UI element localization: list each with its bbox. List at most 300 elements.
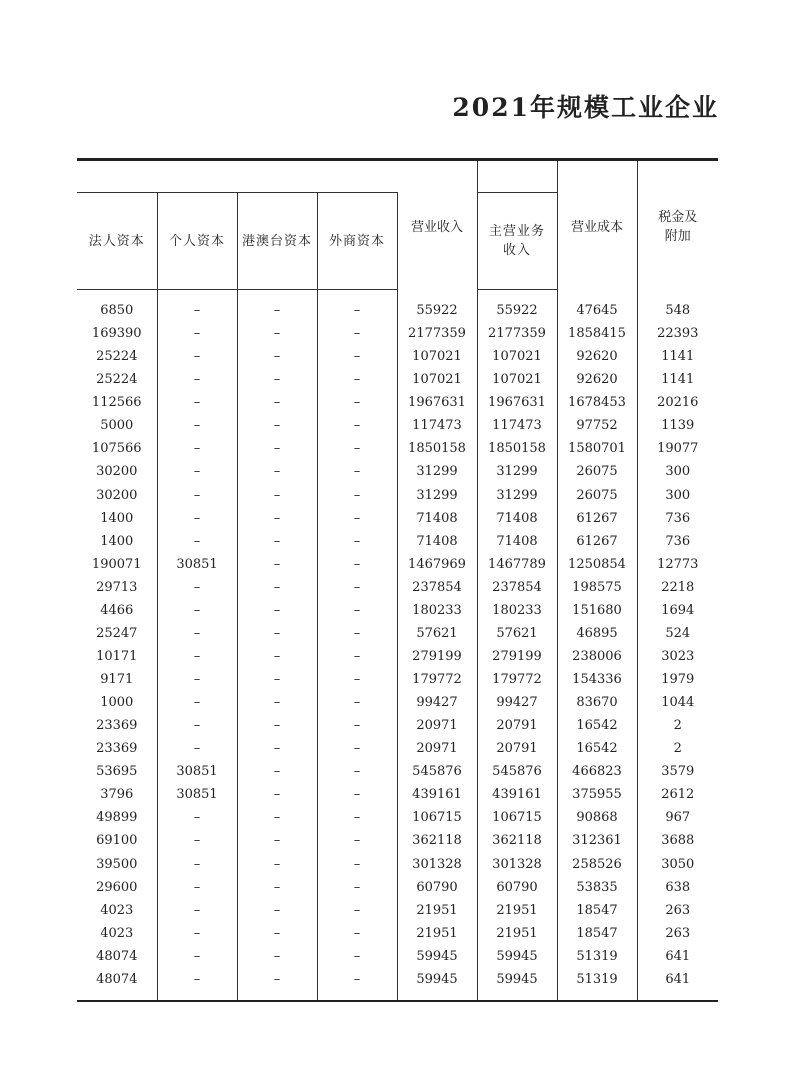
- table-cell: 1850158: [397, 437, 477, 460]
- table-cell: –: [317, 899, 397, 922]
- table-cell: –: [317, 968, 397, 991]
- table-cell: 53695: [77, 760, 157, 783]
- table-row: [77, 622, 718, 645]
- spacer-cell: [397, 991, 477, 1001]
- table-cell: 29600: [77, 876, 157, 899]
- table-row: [77, 691, 718, 714]
- spacer-row: [77, 991, 718, 1001]
- table-cell: –: [237, 783, 317, 806]
- table-cell: 237854: [477, 576, 557, 599]
- table-cell: 375955: [557, 783, 637, 806]
- table-cell: 263: [665, 925, 691, 941]
- table-cell: –: [317, 876, 397, 899]
- table-cell: 22393: [657, 326, 699, 342]
- table-cell: 26075: [557, 484, 637, 507]
- table-cell: 60790: [477, 876, 557, 899]
- table-cell: 179772: [477, 668, 557, 691]
- table-cell: –: [237, 899, 317, 922]
- table-cell: 99427: [397, 691, 477, 714]
- table-cell: 2177359: [397, 322, 477, 345]
- table-cell: 30200: [77, 484, 157, 507]
- table-row: [77, 783, 718, 806]
- table-cell: 1400: [77, 530, 157, 553]
- table-cell: –: [237, 437, 317, 460]
- table-cell: 31299: [477, 460, 557, 483]
- spacer-cell: [77, 290, 157, 300]
- table-cell: –: [317, 553, 397, 576]
- table-cell: –: [157, 876, 237, 899]
- table-cell: 3023: [661, 648, 695, 664]
- table-cell: –: [157, 829, 237, 852]
- table-cell: –: [237, 322, 317, 345]
- table-cell: 4023: [77, 922, 157, 945]
- table-cell: –: [237, 968, 317, 991]
- spacer-cell: [557, 290, 637, 300]
- table-cell: 1467789: [477, 553, 557, 576]
- table-cell: –: [237, 691, 317, 714]
- table-cell: –: [317, 806, 397, 829]
- spacer-cell: [397, 290, 477, 300]
- table-cell: 466823: [557, 760, 637, 783]
- table-cell: 112566: [77, 391, 157, 414]
- table-cell: 1141: [661, 349, 695, 365]
- header-cell: 个人资本: [157, 193, 237, 290]
- table-cell: 55922: [397, 299, 477, 322]
- table-cell: –: [157, 645, 237, 668]
- table-cell: 638: [665, 879, 691, 895]
- table-cell: 2612: [661, 787, 695, 803]
- table-cell: –: [157, 530, 237, 553]
- table-row: [77, 668, 718, 691]
- header-cell: 营业收入: [397, 160, 477, 290]
- table-row: [77, 507, 718, 530]
- table-cell: 31299: [397, 484, 477, 507]
- table-cell: 2177359: [477, 322, 557, 345]
- table-cell: –: [157, 714, 237, 737]
- table-cell: –: [157, 599, 237, 622]
- table-cell: 2: [673, 741, 682, 757]
- table-cell: 4466: [77, 599, 157, 622]
- table-cell: 23369: [77, 737, 157, 760]
- table-cell: 641: [665, 948, 691, 964]
- table-cell: 258526: [557, 853, 637, 876]
- table-cell: 30851: [157, 783, 237, 806]
- table-cell: 21951: [477, 899, 557, 922]
- table-cell: 20971: [397, 737, 477, 760]
- table-cell: 57621: [397, 622, 477, 645]
- table-cell: 362118: [477, 829, 557, 852]
- table-cell: 198575: [557, 576, 637, 599]
- table-cell: 60790: [397, 876, 477, 899]
- spacer-cell: [237, 290, 317, 300]
- table-cell: 55922: [477, 299, 557, 322]
- table-row: [77, 737, 718, 760]
- table-row: [77, 599, 718, 622]
- table-cell: –: [237, 714, 317, 737]
- table-cell: 548: [665, 303, 691, 319]
- table-cell: –: [237, 853, 317, 876]
- table-cell: –: [157, 576, 237, 599]
- page-title: 2021年规模工业企业: [452, 93, 719, 122]
- table-cell: 301328: [397, 853, 477, 876]
- table-cell: –: [157, 668, 237, 691]
- header-group-cell: [477, 160, 557, 193]
- table-cell: –: [317, 530, 397, 553]
- table-cell: 2: [673, 718, 682, 734]
- table-cell: 3579: [661, 764, 695, 780]
- table-cell: 49899: [77, 806, 157, 829]
- table-cell: 263: [665, 902, 691, 918]
- table-cell: 545876: [477, 760, 557, 783]
- table-cell: 1000: [77, 691, 157, 714]
- table-cell: 97752: [557, 414, 637, 437]
- table-row: [77, 829, 718, 852]
- table-cell: 46895: [557, 622, 637, 645]
- table-cell: –: [317, 645, 397, 668]
- table-cell: –: [317, 783, 397, 806]
- table-cell: 2218: [661, 579, 695, 595]
- table-cell: 31299: [477, 484, 557, 507]
- table-cell: 439161: [477, 783, 557, 806]
- table-cell: –: [317, 576, 397, 599]
- table-cell: –: [237, 345, 317, 368]
- table-cell: –: [157, 414, 237, 437]
- table-cell: 23369: [77, 714, 157, 737]
- table-cell: 71408: [477, 530, 557, 553]
- table-cell: 20971: [397, 714, 477, 737]
- table-cell: 21951: [397, 899, 477, 922]
- table-cell: –: [157, 622, 237, 645]
- table-cell: –: [237, 645, 317, 668]
- table-cell: 3688: [661, 833, 695, 849]
- table-cell: –: [237, 368, 317, 391]
- table-cell: 180233: [477, 599, 557, 622]
- table-cell: 190071: [77, 553, 157, 576]
- table-cell: 107021: [397, 345, 477, 368]
- table-cell: 362118: [397, 829, 477, 852]
- table-cell: 12773: [657, 556, 699, 572]
- table-cell: –: [317, 922, 397, 945]
- table-cell: 736: [665, 510, 691, 526]
- spacer-cell: [317, 991, 397, 1001]
- table-cell: 48074: [77, 945, 157, 968]
- table-cell: –: [317, 714, 397, 737]
- table-cell: 169390: [77, 322, 157, 345]
- table-cell: –: [237, 806, 317, 829]
- table-cell: –: [157, 806, 237, 829]
- table-cell: –: [237, 553, 317, 576]
- table-cell: 21951: [477, 922, 557, 945]
- table-row: [77, 853, 718, 876]
- table-cell: –: [237, 668, 317, 691]
- table-cell: –: [317, 945, 397, 968]
- table-cell: 5000: [77, 414, 157, 437]
- table-cell: 641: [665, 971, 691, 987]
- spacer-cell: [317, 290, 397, 300]
- header-cell: 主营业务 收入: [477, 193, 557, 290]
- table-cell: –: [317, 322, 397, 345]
- table-cell: 61267: [557, 530, 637, 553]
- table-cell: –: [317, 853, 397, 876]
- table-cell: 439161: [397, 783, 477, 806]
- spacer-cell: [77, 991, 157, 1001]
- table-cell: 279199: [397, 645, 477, 668]
- table-cell: –: [237, 829, 317, 852]
- table-cell: –: [237, 576, 317, 599]
- table-cell: 1400: [77, 507, 157, 530]
- table-cell: –: [157, 853, 237, 876]
- spacer-cell: [477, 290, 557, 300]
- table-cell: 59945: [397, 968, 477, 991]
- table-cell: 47645: [557, 299, 637, 322]
- table-cell: 31299: [397, 460, 477, 483]
- spacer-cell: [477, 991, 557, 1001]
- table-cell: 1467969: [397, 553, 477, 576]
- table-cell: –: [237, 760, 317, 783]
- statistics-table: [77, 158, 718, 1002]
- table-cell: –: [157, 460, 237, 483]
- table-cell: –: [237, 414, 317, 437]
- header-cell: 港澳台资本: [237, 193, 317, 290]
- table-cell: 21951: [397, 922, 477, 945]
- table-row: [77, 437, 718, 460]
- table-cell: –: [157, 922, 237, 945]
- table-cell: 29713: [77, 576, 157, 599]
- table-cell: 736: [665, 533, 691, 549]
- table-row: [77, 553, 718, 576]
- table-cell: 19077: [657, 441, 699, 457]
- table-cell: 83670: [557, 691, 637, 714]
- table-row: [77, 968, 718, 991]
- table-cell: 30200: [77, 460, 157, 483]
- table-cell: 53835: [557, 876, 637, 899]
- table-cell: 57621: [477, 622, 557, 645]
- table-cell: –: [157, 737, 237, 760]
- table-cell: –: [317, 299, 397, 322]
- header-cell: 外商资本: [317, 193, 397, 290]
- table-cell: –: [157, 299, 237, 322]
- table-cell: –: [317, 599, 397, 622]
- table-cell: 106715: [397, 806, 477, 829]
- table-cell: –: [237, 530, 317, 553]
- spacer-cell: [237, 991, 317, 1001]
- table-row: [77, 368, 718, 391]
- table-row: [77, 530, 718, 553]
- table-cell: –: [237, 507, 317, 530]
- table-row: [77, 484, 718, 507]
- table-cell: 1850158: [477, 437, 557, 460]
- spacer-cell: [157, 290, 237, 300]
- table-cell: 117473: [477, 414, 557, 437]
- table-cell: 18547: [557, 899, 637, 922]
- table-cell: –: [157, 368, 237, 391]
- table-cell: –: [157, 484, 237, 507]
- table-cell: 154336: [557, 668, 637, 691]
- table-row: [77, 899, 718, 922]
- table-cell: 92620: [557, 345, 637, 368]
- table-cell: –: [237, 622, 317, 645]
- table-cell: 106715: [477, 806, 557, 829]
- table-cell: –: [317, 368, 397, 391]
- table-row: [77, 576, 718, 599]
- table-cell: 10171: [77, 645, 157, 668]
- table-cell: 9171: [77, 668, 157, 691]
- table-cell: 107021: [477, 345, 557, 368]
- table-cell: –: [237, 922, 317, 945]
- spacer-cell: [557, 991, 637, 1001]
- spacer-cell: [637, 991, 718, 1001]
- table-cell: 99427: [477, 691, 557, 714]
- table-cell: 59945: [397, 945, 477, 968]
- table-cell: 545876: [397, 760, 477, 783]
- spacer-cell: [157, 991, 237, 1001]
- table-row: [77, 299, 718, 322]
- table-cell: –: [317, 437, 397, 460]
- table-cell: 1967631: [397, 391, 477, 414]
- table-cell: 26075: [557, 460, 637, 483]
- table-cell: 59945: [477, 968, 557, 991]
- header-group-row: [77, 160, 718, 193]
- table-cell: 90868: [557, 806, 637, 829]
- table-cell: 107021: [477, 368, 557, 391]
- spacer-cell: [637, 290, 718, 300]
- table-cell: 51319: [557, 945, 637, 968]
- table-cell: 107566: [77, 437, 157, 460]
- table-row: [77, 391, 718, 414]
- table-cell: 20791: [477, 737, 557, 760]
- table-cell: –: [157, 945, 237, 968]
- table-cell: 237854: [397, 576, 477, 599]
- table-row: [77, 714, 718, 737]
- table-cell: 3796: [77, 783, 157, 806]
- table-cell: –: [237, 299, 317, 322]
- header-cell: 税金及 附加: [658, 210, 698, 245]
- table-cell: 59945: [477, 945, 557, 968]
- table-cell: –: [237, 737, 317, 760]
- table-cell: –: [317, 391, 397, 414]
- table-cell: 179772: [397, 668, 477, 691]
- table-cell: 30851: [157, 760, 237, 783]
- spacer-row: [77, 290, 718, 300]
- table-cell: –: [237, 460, 317, 483]
- table-cell: –: [317, 691, 397, 714]
- table-cell: 25224: [77, 345, 157, 368]
- table-cell: –: [237, 945, 317, 968]
- table-cell: 301328: [477, 853, 557, 876]
- table-cell: 39500: [77, 853, 157, 876]
- table-cell: 1678453: [557, 391, 637, 414]
- table-cell: 4023: [77, 899, 157, 922]
- table-cell: –: [317, 760, 397, 783]
- table-cell: –: [157, 345, 237, 368]
- table-cell: –: [317, 414, 397, 437]
- table-cell: 71408: [477, 507, 557, 530]
- table-cell: –: [317, 460, 397, 483]
- table-cell: 6850: [77, 299, 157, 322]
- table-cell: 71408: [397, 507, 477, 530]
- table-cell: 25247: [77, 622, 157, 645]
- table-cell: 238006: [557, 645, 637, 668]
- table-cell: 279199: [477, 645, 557, 668]
- table-row: [77, 922, 718, 945]
- table-cell: 20791: [477, 714, 557, 737]
- table-row: [77, 945, 718, 968]
- table-body: [77, 290, 718, 1001]
- table-cell: 48074: [77, 968, 157, 991]
- table-cell: 1141: [661, 372, 695, 388]
- table-cell: 61267: [557, 507, 637, 530]
- table-cell: 51319: [557, 968, 637, 991]
- table-cell: 180233: [397, 599, 477, 622]
- table-cell: 1139: [661, 418, 695, 434]
- table-cell: 1580701: [557, 437, 637, 460]
- table-cell: 312361: [557, 829, 637, 852]
- table-cell: 69100: [77, 829, 157, 852]
- table-cell: –: [237, 599, 317, 622]
- table-cell: 967: [665, 810, 691, 826]
- table-row: [77, 876, 718, 899]
- table-row: [77, 760, 718, 783]
- table-cell: 3050: [661, 856, 695, 872]
- table-row: [77, 322, 718, 345]
- table-cell: 117473: [397, 414, 477, 437]
- table-row: [77, 345, 718, 368]
- table-cell: 524: [665, 625, 691, 641]
- table-cell: –: [157, 322, 237, 345]
- table-cell: –: [157, 899, 237, 922]
- table-cell: 1250854: [557, 553, 637, 576]
- table-cell: –: [317, 507, 397, 530]
- table-cell: 16542: [557, 714, 637, 737]
- table-cell: 92620: [557, 368, 637, 391]
- table-cell: 107021: [397, 368, 477, 391]
- table-cell: –: [317, 622, 397, 645]
- table-cell: 151680: [557, 599, 637, 622]
- table-cell: 1858415: [557, 322, 637, 345]
- table-cell: –: [157, 691, 237, 714]
- table-cell: –: [237, 876, 317, 899]
- table-cell: –: [317, 484, 397, 507]
- table-row: [77, 806, 718, 829]
- table-cell: –: [157, 391, 237, 414]
- table-cell: 1044: [661, 695, 695, 711]
- table-cell: –: [157, 507, 237, 530]
- table-cell: 1694: [661, 602, 695, 618]
- table-cell: 1979: [661, 672, 695, 688]
- table-cell: 300: [665, 464, 691, 480]
- table-cell: –: [157, 968, 237, 991]
- table-cell: 20216: [657, 395, 699, 411]
- header-cell: 营业成本: [557, 160, 637, 290]
- table-cell: –: [237, 391, 317, 414]
- table-cell: –: [237, 484, 317, 507]
- table-cell: –: [317, 737, 397, 760]
- table-cell: –: [317, 345, 397, 368]
- table-cell: 18547: [557, 922, 637, 945]
- table-cell: –: [317, 668, 397, 691]
- table-cell: 300: [665, 487, 691, 503]
- table-cell: 16542: [557, 737, 637, 760]
- table-cell: –: [157, 437, 237, 460]
- table-row: [77, 645, 718, 668]
- header-group-cell: [77, 160, 397, 193]
- table-cell: 71408: [397, 530, 477, 553]
- table-row: [77, 414, 718, 437]
- table-row: [77, 460, 718, 483]
- table-cell: –: [317, 829, 397, 852]
- table-cell: 30851: [157, 553, 237, 576]
- table-cell: 1967631: [477, 391, 557, 414]
